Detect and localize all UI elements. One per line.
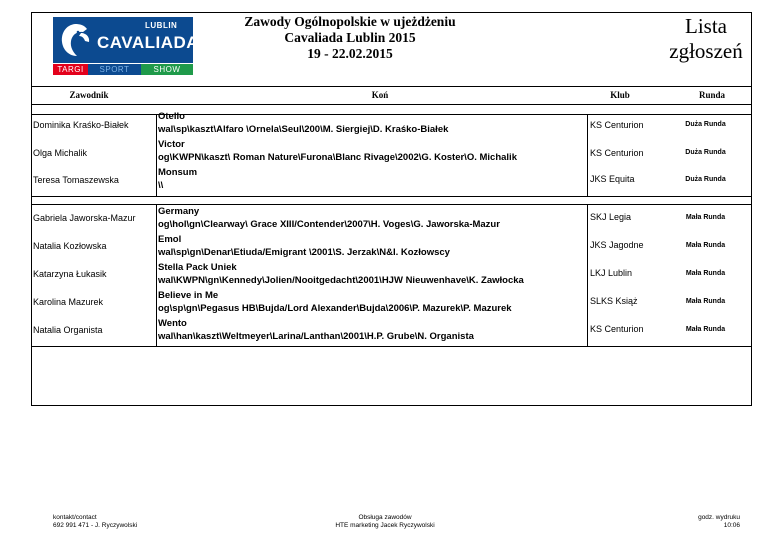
- document-type: [660, 14, 752, 64]
- horse-details: wal\han\kaszt\Weltmeyer\Larina/Lanthan\2001\H.P. Grube\N. Organista: [158, 331, 474, 342]
- horse-details: og\sp\gn\Pegasus HB\Bujda/Lord Alexander\Bujda\2006\P. Mazurek\P. Mazurek: [158, 303, 512, 314]
- footer-service-company: HTE marketing Jacek Ryczywolski: [335, 522, 435, 529]
- column-header-rider: Zawodnik: [69, 90, 109, 100]
- horse-details: og\KWPN\kaszt\ Roman Nature\Furona\Blanc Rivage\2002\G. Koster\O. Michalik: [158, 152, 517, 163]
- horse-details: wal\sp\gn\Denar\Etiuda/Emigrant \2001\S. Jerzak\N&I. Kozłowscy: [158, 247, 450, 258]
- horse-name: Otello: [158, 111, 185, 122]
- club-name: KS Centurion: [590, 324, 644, 334]
- club-name: KS Centurion: [590, 120, 644, 130]
- club-name: KS Centurion: [590, 148, 644, 158]
- horse-details: wal\sp\kaszt\Alfaro \Ornela\Seul\200\M. Siergiej\D. Kraśko-Białek: [158, 124, 449, 135]
- column-header-club: Klub: [610, 90, 630, 100]
- round-name: Mała Runda: [685, 242, 726, 249]
- horse-name: Germany: [158, 206, 200, 217]
- rider-name: Teresa Tomaszewska: [33, 175, 119, 185]
- logo-bar: [53, 64, 193, 75]
- rider-name: Dominika Kraśko-Białek: [33, 120, 129, 130]
- horse-info: [158, 317, 474, 343]
- horse-info: [158, 138, 517, 164]
- print-time-label: godz. wydruku: [698, 514, 740, 521]
- club-name: SLKS Książ: [590, 296, 638, 306]
- footer-contact-label: kontakt/contact: [53, 514, 97, 521]
- logo-bar-targi: TARGI: [53, 64, 88, 75]
- club-name: SKJ Legia: [590, 212, 632, 222]
- footer-contact-phone: 692 991 471 - J. Ryczywolski: [53, 522, 138, 529]
- horse-info: [158, 261, 524, 287]
- logo-bar-show: SHOW: [141, 64, 193, 75]
- horse-info: [158, 166, 197, 192]
- group-divider-top: [32, 196, 751, 197]
- event-title-line1: Zawody Ogólnopolskie w ujeżdżeniu: [244, 14, 456, 29]
- column-header-round: Runda: [698, 90, 725, 100]
- club-name: JKS Jagodne: [590, 240, 644, 250]
- horse-info: [158, 205, 500, 231]
- rider-name: Natalia Kozłowska: [33, 241, 107, 251]
- rider-name: Natalia Organista: [33, 325, 103, 335]
- col-sep-2b: [587, 204, 588, 346]
- horse-name: Monsum: [158, 167, 198, 178]
- event-title: [200, 14, 500, 62]
- logo-brand-text: CAVALIADA: [97, 33, 200, 52]
- footer-service: [300, 514, 470, 530]
- horse-details: wal\KWPN\gn\Kennedy\Jolien/Nooitgedacht\2001\HJW Nieuwenhave\K. Zawłocka: [158, 275, 524, 286]
- horse-details: \\: [158, 180, 164, 191]
- rider-name: Gabriela Jaworska-Mazur: [33, 213, 136, 223]
- table-bottom: [32, 346, 751, 347]
- footer-contact: [53, 514, 137, 530]
- horse-name: Emol: [158, 234, 182, 245]
- logo-bar-sport: SPORT: [88, 64, 141, 75]
- event-title-line2: Cavaliada Lublin 2015: [284, 30, 416, 45]
- horse-info: [158, 289, 512, 315]
- round-name: Mała Runda: [685, 214, 726, 221]
- document-type-line1: Lista: [685, 14, 727, 38]
- rider-name: Karolina Mazurek: [33, 297, 104, 307]
- event-dates: 19 - 22.02.2015: [307, 46, 393, 61]
- cavaliada-logo: [53, 17, 205, 75]
- rider-name: Katarzyna Łukasik: [33, 269, 107, 279]
- horse-details: og\hol\gn\Clearway\ Grace XIII/Contender\2007\H. Voges\G. Jaworska-Mazur: [158, 219, 500, 230]
- round-name: Duża Runda: [685, 149, 726, 156]
- column-header-divider: [32, 104, 751, 105]
- footer-print-time: [660, 514, 740, 530]
- club-name: JKS Equita: [590, 174, 635, 184]
- horse-name: Believe in Me: [158, 290, 219, 301]
- round-name: Duża Runda: [685, 176, 726, 183]
- column-header-horse: Koń: [371, 90, 389, 100]
- logo-brand: [97, 33, 205, 53]
- document-type-line2: zgłoszeń: [669, 39, 743, 63]
- horse-head-icon: [57, 21, 93, 59]
- round-name: Duża Runda: [685, 121, 726, 128]
- club-name: LKJ Lublin: [590, 268, 633, 278]
- horse-info: [158, 233, 450, 259]
- logo-city: LUBLIN: [145, 21, 178, 30]
- rider-name: Olga Michalik: [33, 148, 88, 158]
- horse-name: Wento: [158, 318, 187, 329]
- logo-reg-mark: ®: [199, 33, 205, 40]
- col-sep-1b: [156, 204, 157, 346]
- round-name: Mała Runda: [685, 326, 726, 333]
- col-sep-1a: [156, 114, 157, 196]
- print-time-value: 10:06: [723, 522, 740, 529]
- round-name: Mała Runda: [685, 298, 726, 305]
- horse-name: Stella Pack Uniek: [158, 262, 237, 273]
- round-name: Mała Runda: [685, 270, 726, 277]
- footer-service-label: Obsługa zawodów: [358, 514, 412, 521]
- header-divider: [32, 86, 751, 87]
- horse-name: Victor: [158, 139, 185, 150]
- horse-info: [158, 110, 448, 136]
- col-sep-2a: [587, 114, 588, 196]
